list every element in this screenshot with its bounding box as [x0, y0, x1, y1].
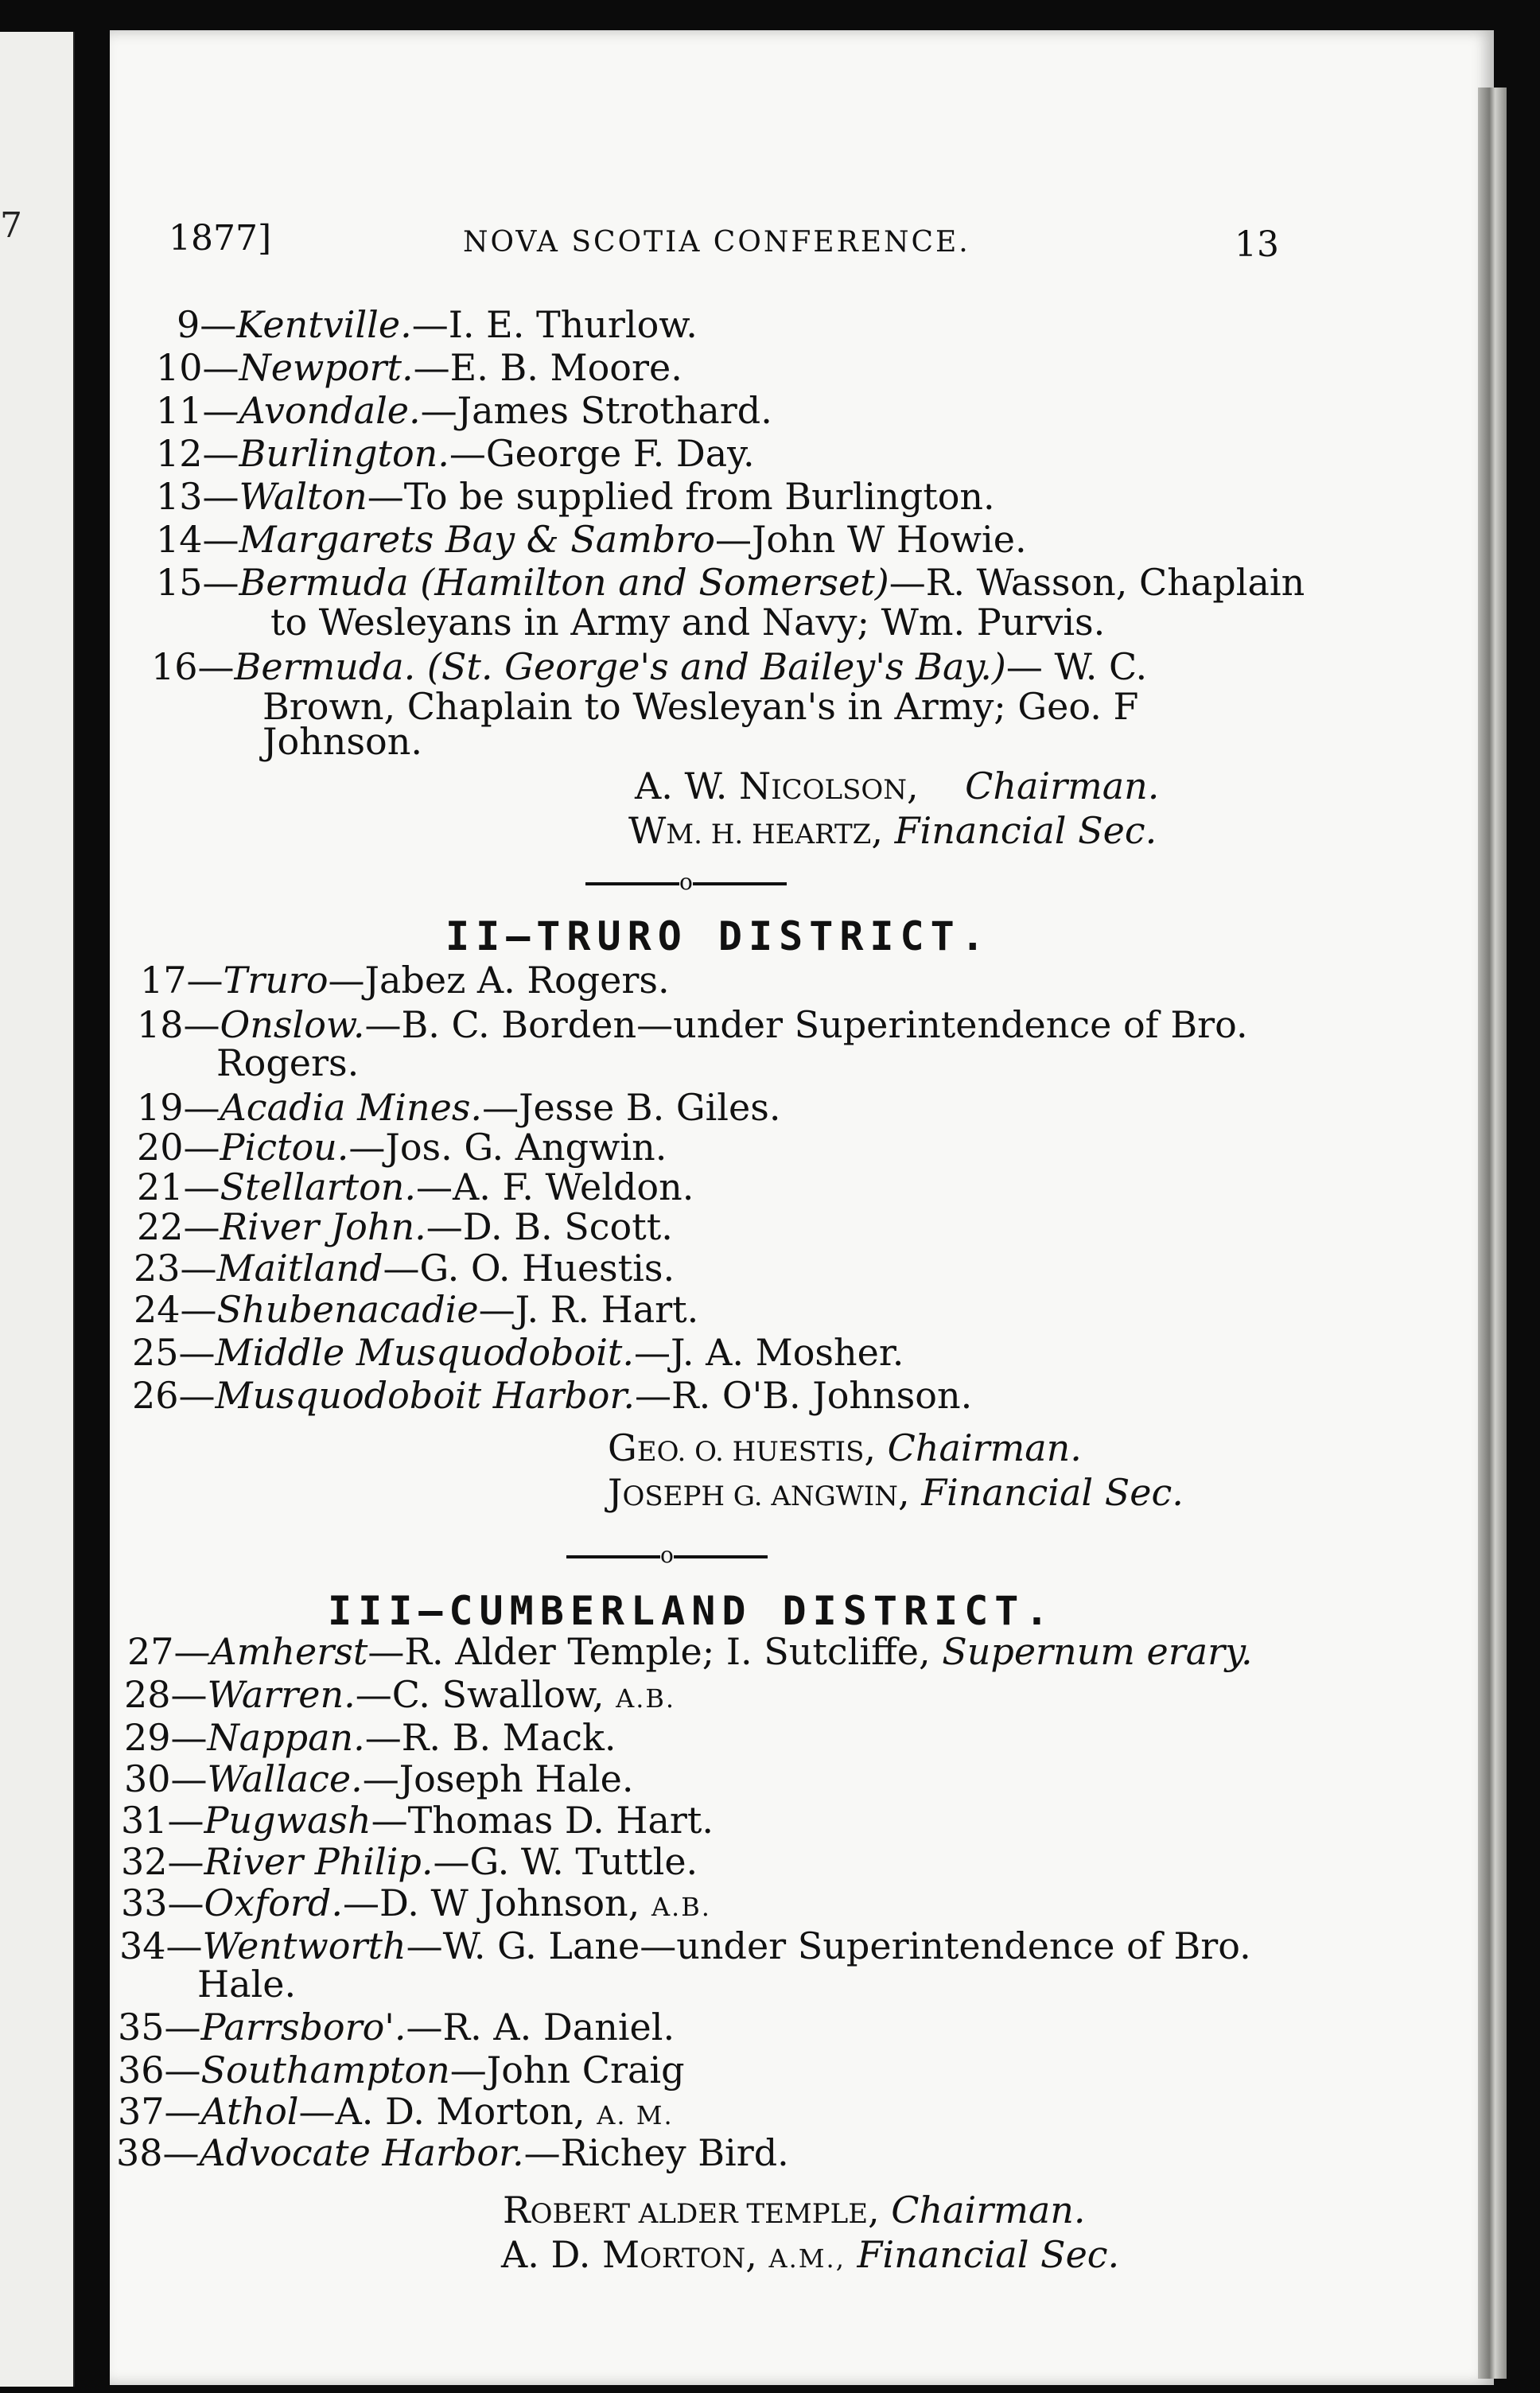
- list-item: 11—Avondale.—James Strothard.: [156, 389, 772, 432]
- list-item-continuation: Hale.: [197, 1963, 297, 2006]
- left-facing-page: [0, 32, 75, 2387]
- list-item: 27—Amherst—R. Alder Temple; I. Sutcliffe, Supernum erary.: [127, 1630, 1253, 1673]
- running-header: [169, 218, 1282, 274]
- list-item: 12—Burlington.—George F. Day.: [156, 432, 755, 475]
- list-item-continuation: Rogers.: [216, 1041, 360, 1084]
- district-heading: II—TRURO DISTRICT.: [445, 913, 991, 959]
- list-item: 17—Truro—Jabez A. Rogers.: [140, 959, 670, 1002]
- section-divider: o: [585, 870, 787, 894]
- list-item-continuation: Brown, Chaplain to Wesleyan's in Army; Geo. F: [262, 685, 1139, 728]
- signature-financial-sec: WM. H. HEARTZ, Financial Sec.: [628, 809, 1157, 852]
- signature-financial-sec: A. D. MORTON, A.M., Financial Sec.: [501, 2233, 1120, 2276]
- list-item: 14—Margarets Bay & Sambro—John W Howie.: [156, 518, 1027, 561]
- page-edge-stack: [1478, 88, 1507, 2379]
- district-heading: III—CUMBERLAND DISTRICT.: [328, 1588, 1056, 1634]
- list-item: 22—River John.—D. B. Scott.: [137, 1205, 673, 1248]
- list-item: 20—Pictou.—Jos. G. Angwin.: [137, 1126, 667, 1169]
- header-title: NOVA SCOTIA CONFERENCE.: [463, 226, 970, 259]
- list-item: 16—Bermuda. (St. George's and Bailey's Bay.)— W. C.: [151, 645, 1148, 688]
- list-item: 18—Onslow.—B. C. Borden—under Superintendence of Bro.: [137, 1003, 1248, 1046]
- list-item: 21—Stellarton.—A. F. Weldon.: [137, 1165, 694, 1208]
- list-item: 35—Parrsboro'.—R. A. Daniel.: [118, 2006, 675, 2049]
- left-page-mark: 7: [0, 205, 22, 246]
- list-item: 31—Pugwash—Thomas D. Hart.: [121, 1799, 714, 1842]
- list-item: 15—Bermuda (Hamilton and Somerset)—R. Wasson, Chaplain: [156, 561, 1305, 604]
- signature-chairman: GEO. O. HUESTIS, Chairman.: [608, 1426, 1082, 1469]
- list-item: 13—Walton—To be supplied from Burlington.: [156, 475, 995, 518]
- list-item: 9—Kentville.—I. E. Thurlow.: [177, 303, 698, 346]
- list-item: 26—Musquodoboit Harbor.—R. O'B. Johnson.: [132, 1374, 973, 1417]
- list-item-continuation: to Wesleyans in Army and Navy; Wm. Purvis.: [270, 601, 1106, 644]
- section-divider: o: [566, 1543, 768, 1567]
- list-item: 19—Acadia Mines.—Jesse B. Giles.: [137, 1086, 781, 1129]
- header-year: 1877]: [169, 218, 272, 259]
- list-item: 33—Oxford.—D. W Johnson, A.B.: [121, 1881, 711, 1924]
- page-number: 13: [1235, 224, 1279, 265]
- list-item: 24—Shubenacadie—J. R. Hart.: [134, 1288, 699, 1331]
- list-item: 37—Athol—A. D. Morton, A. M.: [118, 2090, 674, 2133]
- list-item: 30—Wallace.—Joseph Hale.: [124, 1757, 634, 1800]
- list-item: 10—Newport.—E. B. Moore.: [156, 346, 682, 389]
- list-item: 29—Nappan.—R. B. Mack.: [124, 1716, 616, 1759]
- signature-chairman: ROBERT ALDER TEMPLE, Chairman.: [503, 2189, 1086, 2232]
- list-item: 23—Maitland—G. O. Huestis.: [134, 1247, 675, 1290]
- list-item: 28—Warren.—C. Swallow, A.B.: [124, 1673, 676, 1716]
- list-item: 25—Middle Musquodoboit.—J. A. Mosher.: [132, 1331, 904, 1374]
- list-item: 34—Wentworth—W. G. Lane—under Superintendence of Bro.: [119, 1924, 1251, 1967]
- list-item: 32—River Philip.—G. W. Tuttle.: [121, 1840, 698, 1883]
- list-item: 38—Advocate Harbor.—Richey Bird.: [116, 2131, 789, 2174]
- list-item: 36—Southampton—John Craig: [118, 2049, 685, 2091]
- list-item-continuation: Johnson.: [262, 720, 422, 763]
- signature-financial-sec: JOSEPH G. ANGWIN, Financial Sec.: [608, 1471, 1184, 1514]
- signature-chairman: A. W. NICOLSON, Chairman.: [635, 765, 1160, 807]
